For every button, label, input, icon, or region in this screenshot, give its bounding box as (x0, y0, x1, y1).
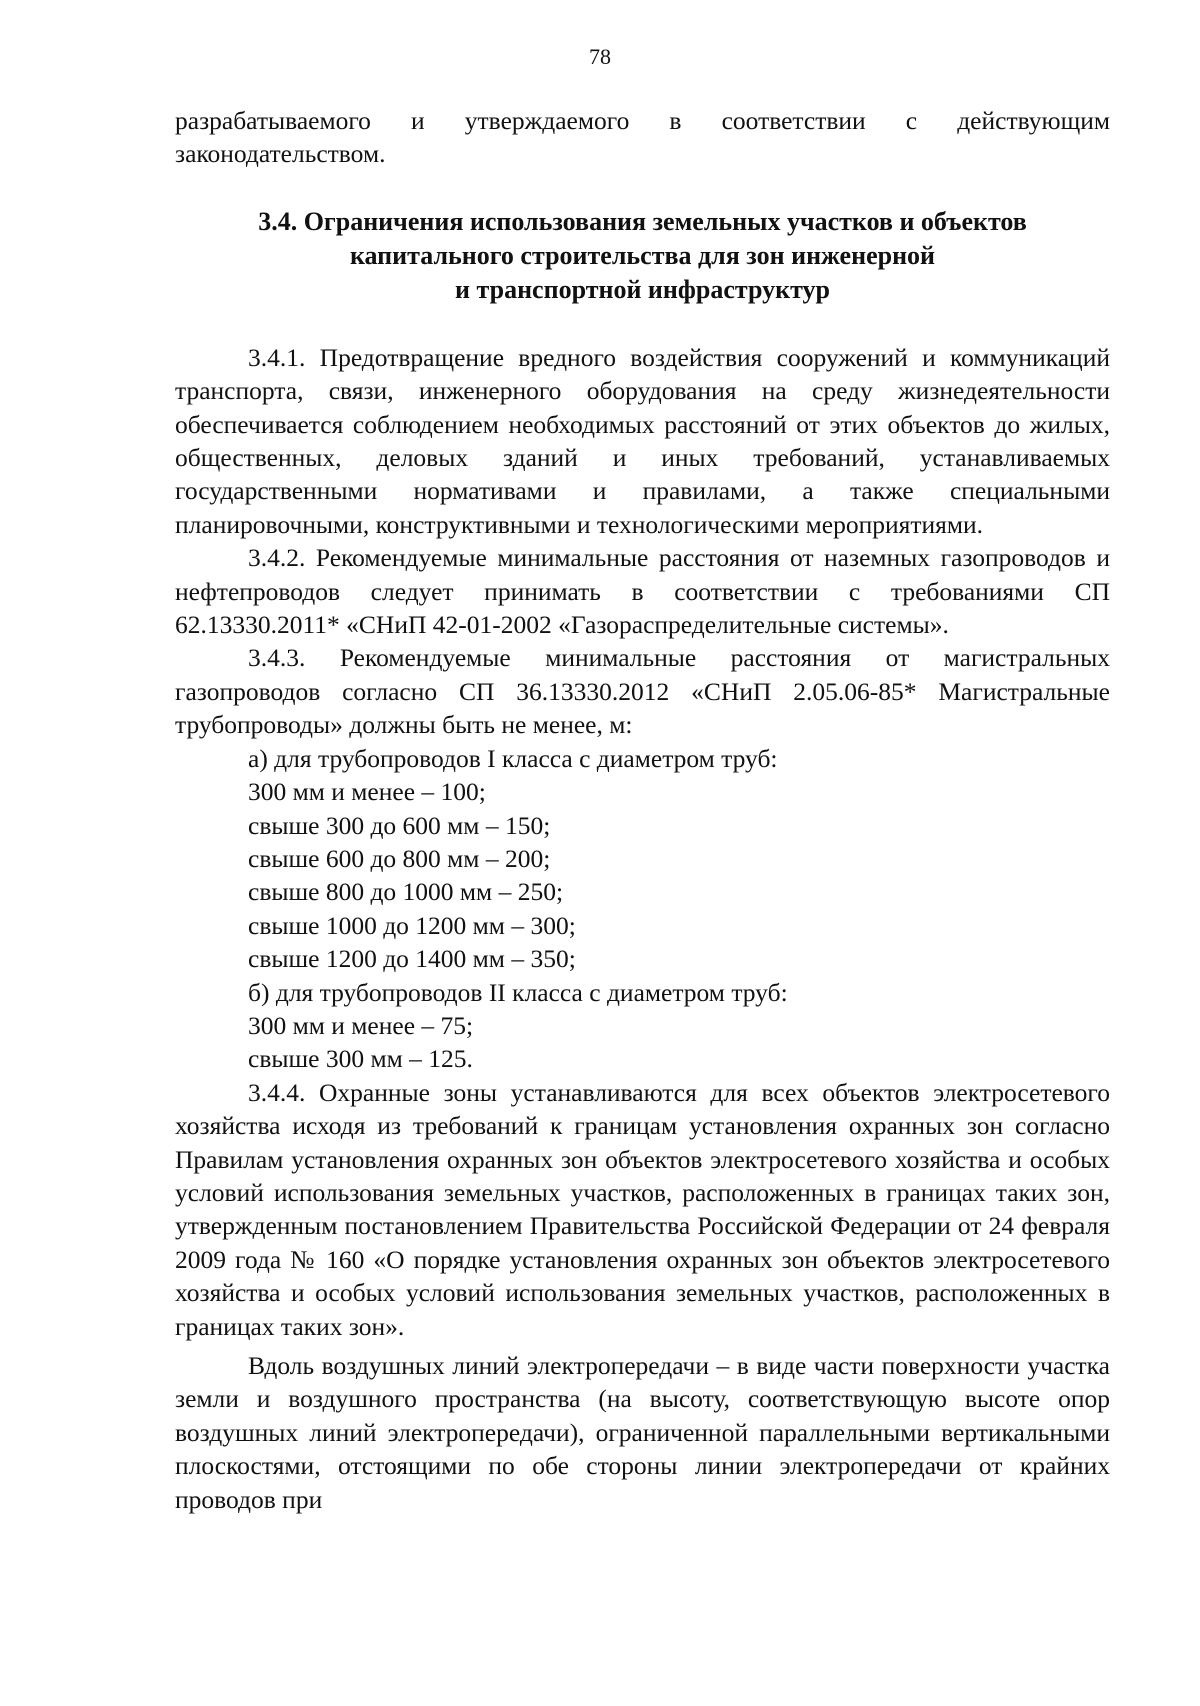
paragraph-3-4-2: 3.4.2. Рекомендуемые минимальные расстояния от наземных газопроводов и нефтепроводов следует принимать в соответствии с требованиями СП 62.13330.2011* «СНиП 42-01-2002 «Газораспределительные системы». (175, 543, 1110, 640)
paragraph-3-4-3: 3.4.3. Рекомендуемые минимальные расстояния от магистральных газопроводов согласно СП 36.13330.2012 «СНиП 2.05.06-85* Магистральные трубопроводы» должны быть не менее, м: (175, 643, 1110, 740)
list-item: свыше 300 мм – 125. (248, 1044, 473, 1074)
page-number: 78 (589, 44, 611, 69)
section-heading (175, 205, 1110, 307)
paragraph-power-lines: Вдоль воздушных линий электропередачи – в виде части поверхности участка земли и воздушного пространства (на высоту, соответствующую высоте опор воздушных линий электропередачи), ограниченной параллельными вертикальными плоскостями, отстоящими по обе стороны линии электропередачи от крайних проводов при (175, 1351, 1110, 1514)
list-item: 300 мм и менее – 100; (248, 777, 486, 807)
section-heading-line-3: и транспортной инфраструктур (455, 274, 830, 304)
list-class-2-title: б) для трубопроводов II класса с диаметром труб: (248, 977, 788, 1007)
list-item: свыше 300 до 600 мм – 150; (248, 810, 551, 840)
list-class-1-title: а) для трубопроводов I класса с диаметром труб: (248, 743, 778, 773)
list-class-1 (175, 742, 1110, 976)
document-body (175, 104, 1110, 1516)
list-item: свыше 600 до 800 мм – 200; (248, 843, 551, 873)
paragraph-3-4-1: 3.4.1. Предотвращение вредного воздействия сооружений и коммуникаций транспорта, связи, инженерного оборудования на среду жизнедеятельности обеспечивается соблюдением необходимых расстояний от этих объектов до жилых, общественных, деловых зданий и иных требований, устанавливаемых государственными нормативами и правилами, а также специальными планировочными, конструктивными и технологическими мероприятиями. (175, 342, 1110, 539)
list-item: свыше 1000 до 1200 мм – 300; (248, 910, 576, 940)
list-item: свыше 1200 до 1400 мм – 350; (248, 944, 576, 974)
paragraph-3-4-4: 3.4.4. Охранные зоны устанавливаются для всех объектов электросетевого хозяйства исходя из требований к границам установления охранных зон согласно Правилам установления охранных зон объектов электросетевого хозяйства и особых условий использования земельных участков, расположенных в границах таких зон, утвержденным постановлением Правительства Российской Федерации от 24 февраля 2009 года № 160 «О порядке установления охранных зон объектов электросетевого хозяйства и особых условий использования земельных участков, расположенных в границах таких зон». (175, 1077, 1110, 1341)
intro-paragraph: разрабатываемого и утверждаемого в соответствии с действующим законодательством. (175, 106, 1110, 169)
section-heading-line-1: 3.4. Ограничения использования земельных участков и объектов (258, 206, 1027, 236)
list-class-2 (175, 976, 1110, 1076)
list-item: 300 мм и менее – 75; (248, 1010, 474, 1040)
list-item: свыше 800 до 1000 мм – 250; (248, 877, 564, 907)
section-heading-line-2: капитального строительства для зон инженерной (349, 240, 936, 270)
